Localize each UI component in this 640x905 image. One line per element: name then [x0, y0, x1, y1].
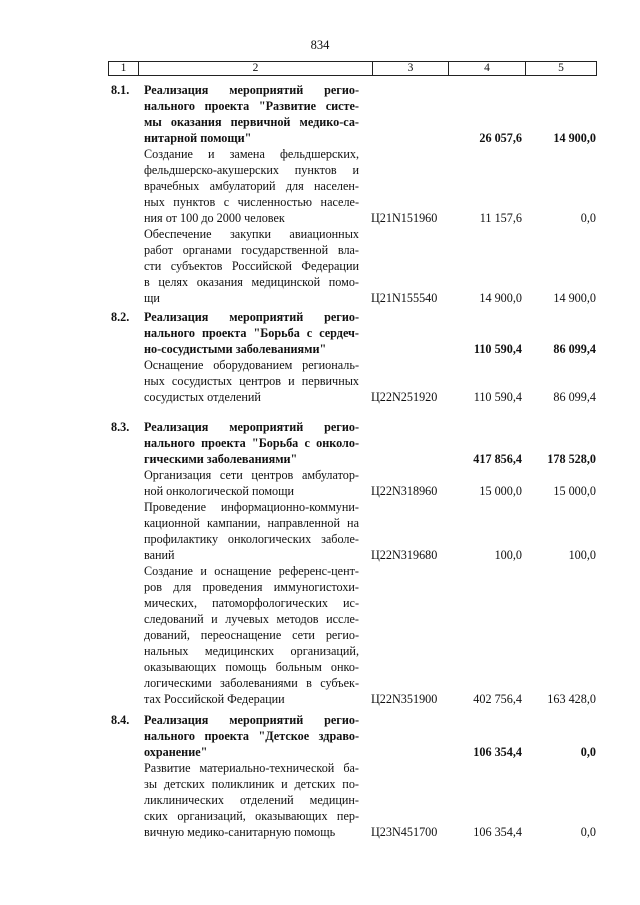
item-value-col5: 86 099,4: [553, 390, 596, 404]
item-description-line: Проведение информационно-коммуни-: [144, 500, 359, 514]
section-total-col5: 14 900,0: [553, 131, 596, 145]
item-description-line: ваний: [144, 548, 175, 562]
section-title-line: Реализация мероприятий регио-: [144, 713, 359, 727]
section-total-col5: 0,0: [580, 745, 596, 759]
item-budget-code: Ц22N318960: [371, 484, 438, 498]
section-total-col4: 26 057,6: [479, 131, 522, 145]
section-total-col4: 417 856,4: [473, 452, 522, 466]
item-budget-code: Ц21N151960: [371, 211, 438, 225]
item-description-line: сти субъектов Российской Федерации: [144, 259, 359, 273]
item-description-line: ских организаций, оказывающих пер-: [144, 809, 359, 823]
section-title-line: Реализация мероприятий регио-: [144, 420, 359, 434]
section-title-line: но-сосудистыми заболеваниями": [144, 342, 327, 356]
item-budget-code: Ц23N451700: [371, 825, 438, 839]
item-value-col5: 100,0: [568, 548, 596, 562]
item-value-col4: 15 000,0: [479, 484, 522, 498]
section-number: 8.3.: [111, 420, 130, 434]
item-value-col5: 163 428,0: [547, 692, 596, 706]
section-number: 8.1.: [111, 83, 130, 97]
item-value-col4: 14 900,0: [479, 291, 522, 305]
item-value-col5: 0,0: [580, 825, 596, 839]
page-number: 834: [310, 38, 330, 52]
item-value-col5: 14 900,0: [553, 291, 596, 305]
section-total-col4: 110 590,4: [473, 342, 522, 356]
item-description-line: ных пунктов с численностью населе-: [144, 195, 359, 209]
column-header-row: [108, 61, 597, 76]
section-title-line: Реализация мероприятий регио-: [144, 310, 359, 324]
item-description-line: ния от 100 до 2000 человек: [144, 211, 285, 225]
item-description-line: работ органами государственной вла-: [144, 243, 359, 257]
item-description-line: ров для проведения иммуногистохи-: [144, 580, 359, 594]
item-description-line: врачебных амбулаторий для населен-: [144, 179, 359, 193]
item-description-line: ных сосудистых центров и первичных: [144, 374, 359, 388]
item-description-line: оказывающих помощь больным онко-: [144, 660, 359, 674]
item-description-line: логическими заболеваниями в субъек-: [144, 676, 359, 690]
section-title-line: охранение": [144, 745, 208, 759]
item-budget-code: Ц21N155540: [371, 291, 438, 305]
item-description-line: Оснащение оборудованием региональ-: [144, 358, 359, 372]
item-description-line: зы детских поликлиник и детских по-: [144, 777, 359, 791]
item-budget-code: Ц22N351900: [371, 692, 438, 706]
item-description-line: мических, патоморфологических ис-: [144, 596, 359, 610]
column-header-1: 1: [109, 62, 139, 75]
item-description-line: Создание и оснащение референс-цент-: [144, 564, 359, 578]
item-budget-code: Ц22N251920: [371, 390, 438, 404]
column-header-2: 2: [139, 62, 373, 75]
item-description-line: Создание и замена фельдшерских,: [144, 147, 359, 161]
item-description-line: ной онкологической помощи: [144, 484, 295, 498]
section-title-line: нального проекта "Детское здраво-: [144, 729, 359, 743]
item-description-line: дований, переоснащение сети регио-: [144, 628, 359, 642]
item-description-line: тах Российской Федерации: [144, 692, 285, 706]
item-description-line: вичную медико-санитарную помощь: [144, 825, 336, 839]
item-description-line: нальных медицинских организаций,: [144, 644, 359, 658]
section-total-col5: 178 528,0: [547, 452, 596, 466]
item-description-line: Развитие материально-технической ба-: [144, 761, 359, 775]
item-value-col4: 100,0: [494, 548, 522, 562]
section-number: 8.4.: [111, 713, 130, 727]
item-value-col4: 106 354,4: [473, 825, 522, 839]
item-value-col4: 11 157,6: [479, 211, 522, 225]
section-title-line: нального проекта "Борьба с онколо-: [144, 436, 359, 450]
section-title-line: мы оказания первичной медико-са-: [144, 115, 359, 129]
item-description-line: кационной кампании, направленной на: [144, 516, 359, 530]
item-value-col4: 402 756,4: [473, 692, 522, 706]
item-description-line: сосудистых отделений: [144, 390, 261, 404]
item-description-line: ликлинических отделений медицин-: [144, 793, 359, 807]
item-description-line: следований и лучевых методов иссле-: [144, 612, 359, 626]
item-value-col4: 110 590,4: [473, 390, 522, 404]
item-description-line: профилактику онкологических заболе-: [144, 532, 359, 546]
section-total-col5: 86 099,4: [553, 342, 596, 356]
item-value-col5: 15 000,0: [553, 484, 596, 498]
item-description-line: фельдшерско-акушерских пунктов и: [144, 163, 359, 177]
section-number: 8.2.: [111, 310, 130, 324]
section-title-line: Реализация мероприятий регио-: [144, 83, 359, 97]
section-title-line: нального проекта "Борьба с сердеч-: [144, 326, 359, 340]
item-description-line: Организация сети центров амбулатор-: [144, 468, 359, 482]
section-total-col4: 106 354,4: [473, 745, 522, 759]
column-header-5: 5: [558, 62, 564, 74]
item-description-line: Обеспечение закупки авиационных: [144, 227, 359, 241]
section-title-line: гическими заболеваниями": [144, 452, 298, 466]
item-description-line: щи: [144, 291, 160, 305]
section-title-line: нитарной помощи": [144, 131, 252, 145]
column-header-4: 4: [449, 62, 526, 75]
item-budget-code: Ц22N319680: [371, 548, 438, 562]
section-title-line: нального проекта "Развитие систе-: [144, 99, 359, 113]
item-value-col5: 0,0: [580, 211, 596, 225]
item-description-line: в целях оказания медицинской помо-: [144, 275, 359, 289]
column-header-3: 3: [373, 62, 449, 75]
